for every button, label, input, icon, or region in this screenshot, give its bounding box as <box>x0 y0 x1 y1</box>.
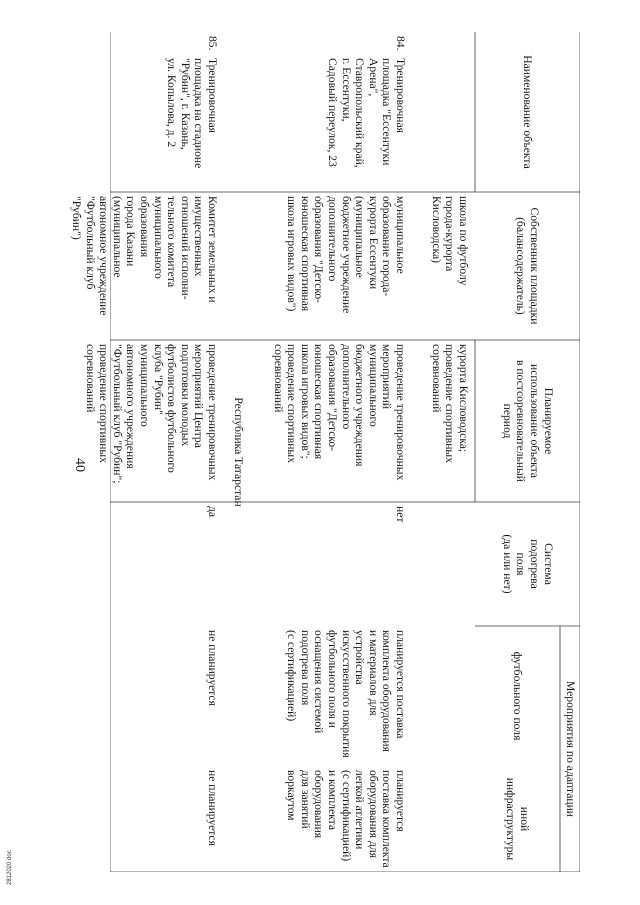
row-84-football-field: планируется поставка комплекта оборудования и материалов для устройства искусственного покрытия футбольного поля и оснащения системой подогрева поля (с сертификацией) <box>285 630 407 758</box>
row-85-usage: проведение тренировочных мероприятий Центра подготовки молодых футболистов футбольного клуба "Рубин" муниципального автономного учреждения "Футбольный клуб "Рубин"; проведение спортивных соревнований <box>83 344 219 484</box>
row-84-heating: нет <box>394 506 407 523</box>
header-heating: Система подогрева поля (да или нет) <box>500 534 555 594</box>
row-85-other-infrastructure: не планируется <box>206 770 219 846</box>
header-usage: Планируемое использование объекта в постсоревновательный период <box>500 359 555 483</box>
continuation-owner: школа по футболу города-курорта Кисловодска) <box>429 196 470 286</box>
row-85-heating: да <box>206 506 219 518</box>
row-84-usage: проведение тренировочных мероприятий муниципального бюджетного учреждения дополнительного образования "Детско- юношеская спортивная школа игровых видов"; проведение спортивных соревнований <box>271 344 407 481</box>
footer-code: 2812020.doc <box>7 850 13 885</box>
row-85-football-field: не планируется <box>206 630 219 706</box>
header-name: Наименование объекта <box>521 55 535 169</box>
continuation-usage: курорта Кисловодска; проведение спортивных соревнований <box>429 344 470 464</box>
row-84-number: 84. <box>394 36 407 51</box>
row-84-name: Тренировочная площадка "Ессентуки Арена", Ставропольский край, г. Ессентуки, Садовый переулок, 23 <box>326 58 407 168</box>
header-football-field: футбольного поля <box>511 651 525 741</box>
header-other-infrastructure: иной инфраструктуры <box>504 777 532 861</box>
row-84-owner: муниципальное образование города- курорта Ессентуки (муниципальное бюджетное учреждение дополнительного образования "Детско- юношеская спортивная школа игровых видов") <box>285 196 407 314</box>
row-85-owner: Комитет земельных и имущественных отношений исполни- тельного комитета муниципального образования города Казани (муниципальное автономное учреждение "Футбольный клуб "Рубин") <box>70 196 219 316</box>
row-85-number: 85. <box>206 36 219 51</box>
region-label: Республика Татарстан <box>232 397 245 507</box>
page-number: 40 <box>72 458 87 472</box>
row-85-name: Тренировочная площадка на стадионе "Рубин", г. Казань, ул. Копылова, д. 2 <box>165 58 219 169</box>
row-84-other-infrastructure: планируется поставка комплекта оборудования для легкой атлетики (с сертификацией) и комплекта оборудования для занятий воркаутом <box>285 770 407 868</box>
header-measures: Мероприятия по адаптации <box>563 680 577 818</box>
header-owner: Собственник площадки (балансодержатель) <box>514 207 542 325</box>
